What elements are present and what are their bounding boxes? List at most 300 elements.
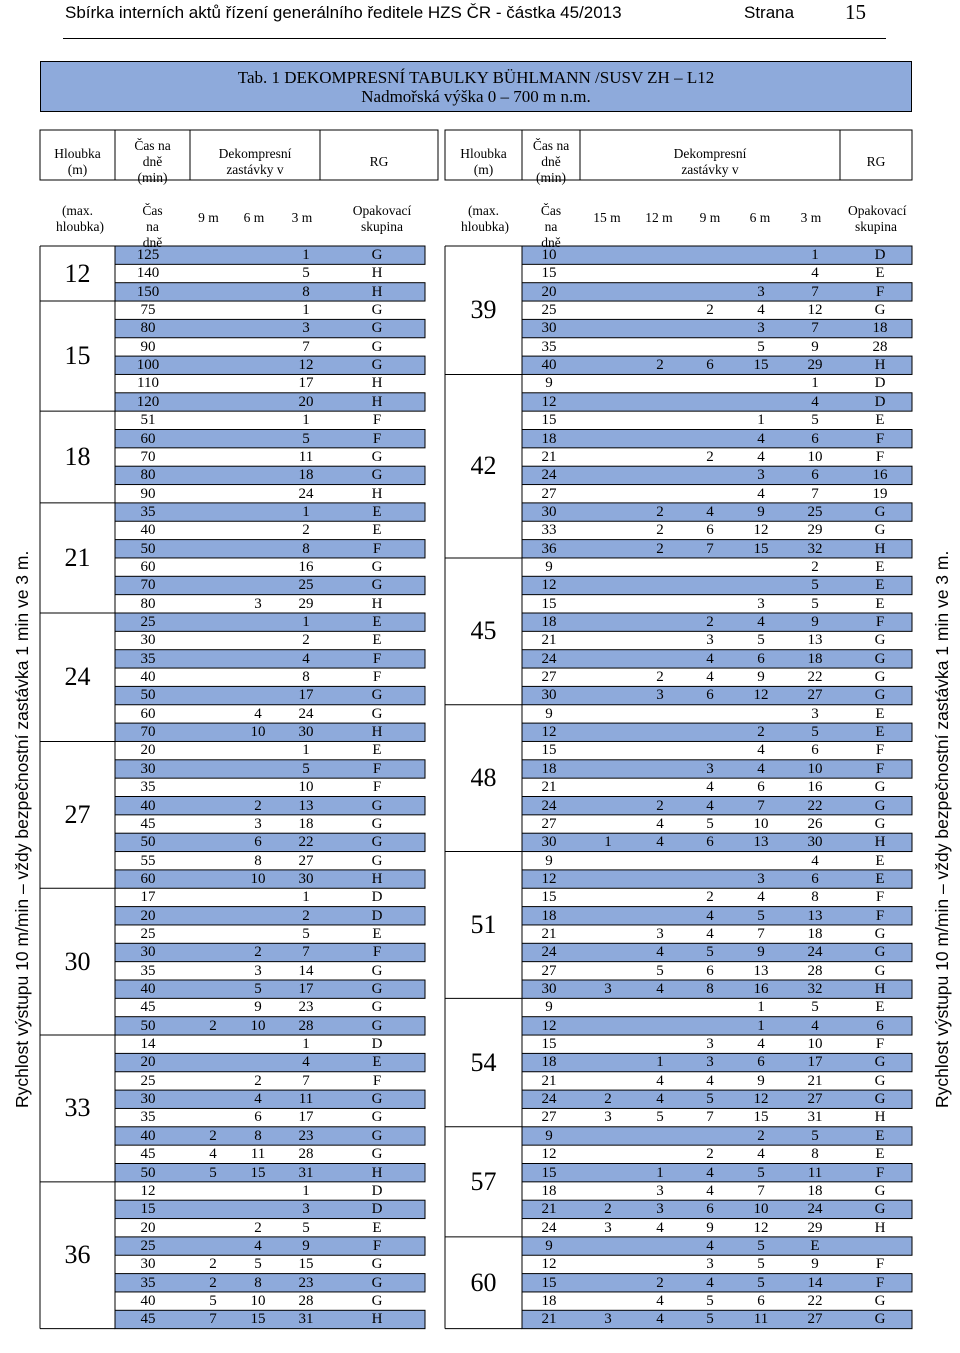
cell: 20 [140, 1054, 156, 1071]
cell: F [372, 650, 382, 667]
cell-r: 9 [706, 1219, 714, 1236]
cell-r: 14 [807, 1274, 823, 1291]
cell-r: 2 [656, 797, 664, 814]
cell-r: 3 [757, 870, 765, 887]
cell: 35 [140, 1109, 156, 1126]
cell-r: 4 [757, 742, 765, 759]
cell-r: 4 [706, 925, 714, 942]
cell: 35 [140, 779, 156, 796]
cell-r: F [875, 1256, 885, 1273]
cell: F [372, 1237, 382, 1254]
cell-r: 6 [706, 357, 714, 374]
cell-r: 16 [753, 981, 769, 997]
cell-r: 13 [753, 834, 769, 851]
cell-r: 15 [753, 540, 769, 557]
cell-r: 2 [656, 540, 664, 557]
cell: 14 [140, 1036, 156, 1053]
cell: H [371, 870, 383, 887]
cell-r: 4 [656, 834, 664, 851]
cell: 17 [298, 375, 314, 392]
cell-r: 29 [807, 522, 823, 539]
cell: H [371, 485, 383, 502]
cell-r: 24 [541, 797, 557, 814]
cell: 35 [140, 503, 156, 520]
cell: 14 [298, 962, 314, 979]
cell-r: 5 [706, 1292, 714, 1309]
cell-r: 9 [811, 338, 819, 355]
cell: 15 [250, 1164, 266, 1181]
cell: G [371, 1091, 383, 1108]
cell-r: 3 [604, 1109, 612, 1126]
cell: 5 [254, 1256, 262, 1273]
cell-r: 12 [541, 1256, 557, 1273]
cell: E [372, 522, 382, 539]
header-6m-r: 6 m [749, 210, 771, 225]
cell-r: 9 [757, 944, 765, 961]
cell-r: 29 [807, 357, 823, 374]
row-band-r [522, 576, 912, 594]
depth-value-r: 39 [470, 295, 497, 325]
cell: 30 [140, 1091, 156, 1108]
row-band-r [522, 393, 912, 411]
depth-value: 30 [64, 946, 91, 976]
cell-r: 21 [541, 925, 557, 942]
row-band-r [522, 1017, 912, 1035]
cell: 50 [140, 1017, 156, 1034]
cell-r: 4 [706, 669, 714, 686]
depth-value-r: 54 [470, 1047, 497, 1077]
header-rg-r: RG [866, 154, 886, 169]
depth-value: 27 [64, 799, 91, 829]
cell-r: G [874, 962, 886, 979]
cell: 125 [136, 247, 160, 263]
cell: 3 [254, 815, 262, 832]
cell-r: 9 [757, 1072, 765, 1089]
cell: 24 [298, 705, 314, 722]
cell-r: 5 [811, 1127, 819, 1144]
cell: 12 [140, 1182, 156, 1199]
cell-r: 5 [757, 1164, 765, 1181]
header-time2: Čas na dně [142, 203, 163, 250]
cell-r: F [875, 1036, 885, 1053]
cell-r: 15 [541, 889, 557, 906]
cell-r: 18 [541, 1054, 557, 1071]
cell: 25 [140, 1237, 156, 1254]
cell-r: 2 [604, 1091, 612, 1108]
cell-r: H [874, 981, 886, 997]
header-9m: 9 m [198, 210, 219, 225]
row-band-r [522, 283, 912, 301]
cell-r: 3 [604, 1311, 612, 1328]
cell: D [371, 889, 383, 906]
cell-r: 4 [706, 1274, 714, 1291]
cell: E [372, 925, 382, 942]
cell: 2 [302, 907, 310, 924]
cell: D [371, 1182, 383, 1199]
depth-value-r: 60 [470, 1267, 497, 1297]
cell-r: D [874, 247, 886, 263]
cell-r: E [875, 1146, 885, 1163]
cell-r: 27 [807, 1091, 823, 1108]
cell-r: E [875, 870, 885, 887]
cell-r: 4 [656, 1091, 664, 1108]
cell-r: E [875, 265, 885, 282]
cell: 22 [298, 834, 314, 851]
document-title: Sbírka interních aktů řízení generálního ředitele HZS ČR - částka 45/2013 [65, 3, 622, 22]
cell: G [371, 320, 383, 337]
cell-r: 18 [541, 430, 557, 447]
cell-r: 6 [757, 650, 765, 667]
cell-r: 3 [604, 981, 612, 997]
cell-r: 10 [753, 1201, 769, 1218]
cell-r: 30 [541, 320, 557, 337]
cell: 15 [298, 1256, 314, 1273]
cell-r: G [874, 669, 886, 686]
cell-r: 25 [807, 503, 823, 520]
cell-r: G [874, 1201, 886, 1218]
cell-r: 8 [811, 889, 819, 906]
cell-r: 4 [656, 944, 664, 961]
cell-r: 12 [753, 687, 769, 704]
cell-r: 6 [876, 1017, 884, 1034]
cell-r: 21 [541, 448, 557, 465]
cell: 30 [140, 1256, 156, 1273]
cell: G [371, 558, 383, 575]
header-6m: 6 m [243, 210, 265, 225]
cell-r: 5 [757, 1274, 765, 1291]
cell-r: 9 [811, 614, 819, 630]
cell-r: 32 [807, 540, 823, 557]
cell: 27 [298, 852, 314, 869]
cell: D [371, 907, 383, 924]
header-time: Čas na dně (min) [134, 138, 171, 185]
side-note-left: Rychlost výstupu 10 m/min – vždy bezpečnostní zastávka 1 min ve 3 m. [12, 550, 32, 1108]
depth-value: 18 [64, 442, 91, 472]
cell-r: 22 [807, 1292, 823, 1309]
cell-r: 4 [757, 1036, 765, 1053]
cell-r: 6 [706, 1201, 714, 1218]
table-title-line2: Nadmořská výška 0 – 700 m n.m. [361, 87, 591, 106]
cell: 1 [302, 412, 310, 429]
cell-r: 15 [541, 412, 557, 429]
cell: G [371, 338, 383, 355]
cell: F [372, 412, 382, 429]
cell: F [372, 760, 382, 777]
cell-r: 2 [757, 1127, 765, 1144]
cell: H [371, 595, 383, 612]
cell: F [372, 779, 382, 796]
cell-r: G [874, 632, 886, 649]
cell-r: 1 [757, 999, 765, 1016]
cell-r: 2 [706, 889, 714, 906]
cell: 2 [209, 1017, 217, 1034]
cell: 20 [298, 393, 314, 410]
cell-r: 26 [807, 815, 823, 832]
cell: 8 [254, 1127, 262, 1144]
cell-r: 6 [811, 467, 819, 484]
cell-r: G [874, 650, 886, 667]
cell: 50 [140, 687, 156, 704]
cell-r: 4 [656, 1292, 664, 1309]
cell-r: 18 [807, 1182, 823, 1199]
cell: 23 [298, 1274, 314, 1291]
cell-r: 4 [757, 889, 765, 906]
cell-r: 9 [811, 1256, 819, 1273]
cell-r: 6 [706, 687, 714, 704]
cell-r: 9 [545, 1127, 553, 1144]
cell-r: 5 [811, 595, 819, 612]
cell-r: 30 [541, 687, 557, 704]
cell-r: 5 [706, 944, 714, 961]
cell-r: 27 [541, 1109, 557, 1126]
cell: 2 [254, 1072, 262, 1089]
depth-value-r: 57 [470, 1166, 497, 1196]
cell: G [371, 467, 383, 484]
cell-r: 4 [757, 485, 765, 502]
cell: E [372, 614, 382, 630]
page-label: Strana [744, 3, 795, 22]
cell-r: F [875, 283, 885, 300]
cell: 25 [298, 577, 314, 594]
cell: 12 [298, 357, 314, 374]
cell-r: 24 [807, 1201, 823, 1218]
cell-r: 5 [811, 412, 819, 429]
cell: 9 [302, 1237, 310, 1254]
cell: 10 [298, 779, 314, 796]
header-3m-r: 3 m [800, 210, 822, 225]
cell: G [371, 797, 383, 814]
cell-r: 11 [753, 1311, 769, 1328]
header-group-r: Opakovací skupina [848, 203, 907, 234]
cell: 90 [140, 338, 156, 355]
cell: 30 [298, 870, 314, 887]
cell-r: 3 [656, 925, 664, 942]
cell-r: G [874, 503, 886, 520]
cell: E [372, 1054, 382, 1071]
cell-r: 18 [541, 907, 557, 924]
cell-r: F [875, 742, 885, 759]
cell: G [371, 687, 383, 704]
cell: 29 [298, 595, 314, 612]
cell-r: 6 [811, 870, 819, 887]
cell: 5 [302, 1219, 310, 1236]
cell-r: 15 [541, 1164, 557, 1181]
cell-r: E [875, 999, 885, 1016]
cell-r: G [874, 1054, 886, 1071]
cell-r: 33 [541, 522, 557, 539]
cell: 1 [302, 742, 310, 759]
cell-r: 2 [656, 669, 664, 686]
cell: 1 [302, 614, 310, 630]
cell-r: 29 [807, 1219, 823, 1236]
cell-r: 2 [656, 503, 664, 520]
cell-r: 13 [807, 632, 823, 649]
cell-r: 22 [807, 797, 823, 814]
cell-r: 10 [753, 815, 769, 832]
cell: G [371, 981, 383, 997]
cell-r: 27 [807, 1311, 823, 1328]
cell-r: 4 [811, 1017, 819, 1034]
cell: 1 [302, 503, 310, 520]
cell-r: 2 [656, 1274, 664, 1291]
cell-r: 15 [541, 595, 557, 612]
cell-r: E [875, 852, 885, 869]
cell-r: 2 [656, 357, 664, 374]
cell: 9 [254, 999, 262, 1016]
cell-r: 27 [541, 669, 557, 686]
cell: 10 [250, 724, 266, 741]
cell-r: 2 [604, 1201, 612, 1218]
cell: 28 [298, 1292, 314, 1309]
cell: 40 [140, 1292, 156, 1309]
cell: 8 [302, 283, 310, 300]
cell-r: 2 [706, 448, 714, 465]
cell-r: F [875, 760, 885, 777]
cell: G [371, 705, 383, 722]
cell-r: F [875, 1164, 885, 1181]
cell: 17 [298, 687, 314, 704]
cell-r: 4 [656, 1219, 664, 1236]
cell-r: 4 [656, 981, 664, 997]
cell-r: 5 [656, 962, 664, 979]
cell: 8 [302, 669, 310, 686]
row-band-r [522, 430, 912, 448]
cell: E [372, 1219, 382, 1236]
row-band-r [522, 466, 912, 484]
cell-r: 15 [541, 1036, 557, 1053]
cell: 50 [140, 834, 156, 851]
cell-r: 3 [757, 595, 765, 612]
cell: 5 [209, 1164, 217, 1181]
cell-r: 35 [541, 338, 557, 355]
cell: 80 [140, 320, 156, 337]
cell-r: 8 [706, 981, 714, 997]
cell: 50 [140, 540, 156, 557]
cell-r: F [875, 907, 885, 924]
cell-r: 7 [706, 1109, 714, 1126]
cell-r: 16 [872, 467, 888, 484]
cell: 28 [298, 1146, 314, 1163]
header-depth-r: Hloubka (m) [460, 146, 507, 177]
cell-r: 6 [757, 779, 765, 796]
cell-r: 30 [541, 981, 557, 997]
cell-r: 21 [807, 1072, 823, 1089]
cell-r: 18 [807, 650, 823, 667]
cell-r: 1 [811, 375, 819, 392]
cell-r: 4 [656, 1311, 664, 1328]
cell-r: 3 [706, 760, 714, 777]
cell-r: 7 [706, 540, 714, 557]
cell-r: 10 [807, 448, 823, 465]
cell-r: E [875, 1127, 885, 1144]
cell: H [371, 375, 383, 392]
depth-value-r: 51 [470, 909, 497, 939]
cell: 17 [140, 889, 156, 906]
cell-r: 12 [753, 1219, 769, 1236]
cell: 2 [254, 797, 262, 814]
cell-r: G [874, 1311, 886, 1328]
cell-r: 9 [545, 705, 553, 722]
page-number: 15 [845, 0, 866, 24]
cell: H [371, 393, 383, 410]
cell-r: G [874, 1182, 886, 1199]
depth-value: 12 [64, 258, 91, 288]
cell: G [371, 1127, 383, 1144]
cell: 28 [298, 1017, 314, 1034]
cell-r: E [875, 558, 885, 575]
cell-r: E [875, 577, 885, 594]
cell-r: 7 [757, 1182, 765, 1199]
header-time2-r: Čas na dně [540, 203, 562, 250]
cell-r: 18 [541, 614, 557, 630]
row-band-r [522, 723, 912, 741]
cell-r: E [875, 724, 885, 741]
cell: 23 [298, 1127, 314, 1144]
cell: 45 [140, 1146, 156, 1163]
cell: 2 [302, 632, 310, 649]
cell-r: 2 [706, 1146, 714, 1163]
cell-r: H [874, 357, 886, 374]
cell: 2 [209, 1274, 217, 1291]
cell-r: E [875, 412, 885, 429]
cell: 40 [140, 522, 156, 539]
cell-r: 5 [757, 907, 765, 924]
cell-r: G [874, 302, 886, 319]
cell: 11 [298, 1091, 314, 1108]
cell-r: 2 [706, 614, 714, 630]
cell: H [371, 283, 383, 300]
cell: G [371, 834, 383, 851]
cell-r: 4 [757, 448, 765, 465]
cell-r: 20 [541, 283, 557, 300]
cell-r: 5 [757, 632, 765, 649]
cell: 40 [140, 797, 156, 814]
cell-r: 7 [757, 925, 765, 942]
cell-r: F [875, 1274, 885, 1291]
cell-r: 9 [545, 1237, 553, 1254]
cell: 11 [250, 1146, 266, 1163]
cell: 5 [302, 925, 310, 942]
cell: 4 [302, 650, 310, 667]
cell: 90 [140, 485, 156, 502]
cell: F [372, 430, 382, 447]
cell-r: E [875, 595, 885, 612]
cell: 11 [298, 448, 314, 465]
cell-r: 24 [541, 1091, 557, 1108]
cell-r: 22 [807, 669, 823, 686]
cell-r: 4 [811, 265, 819, 282]
cell: 7 [302, 338, 310, 355]
cell: 23 [298, 999, 314, 1016]
header-depth: Hloubka (m) [54, 146, 101, 177]
cell: 70 [140, 577, 156, 594]
cell-r: 31 [807, 1109, 823, 1126]
cell: G [371, 302, 383, 319]
cell: 2 [209, 1256, 217, 1273]
cell-r: 4 [757, 1146, 765, 1163]
cell-r: G [874, 522, 886, 539]
cell: 6 [254, 834, 262, 851]
cell-r: D [874, 375, 886, 392]
cell-r: 3 [656, 1182, 664, 1199]
cell-r: 6 [706, 522, 714, 539]
cell-r: 5 [757, 338, 765, 355]
cell: G [371, 1274, 383, 1291]
cell-r: 12 [541, 724, 557, 741]
cell: 2 [209, 1127, 217, 1144]
cell-r: 3 [604, 1219, 612, 1236]
cell: 24 [298, 485, 314, 502]
